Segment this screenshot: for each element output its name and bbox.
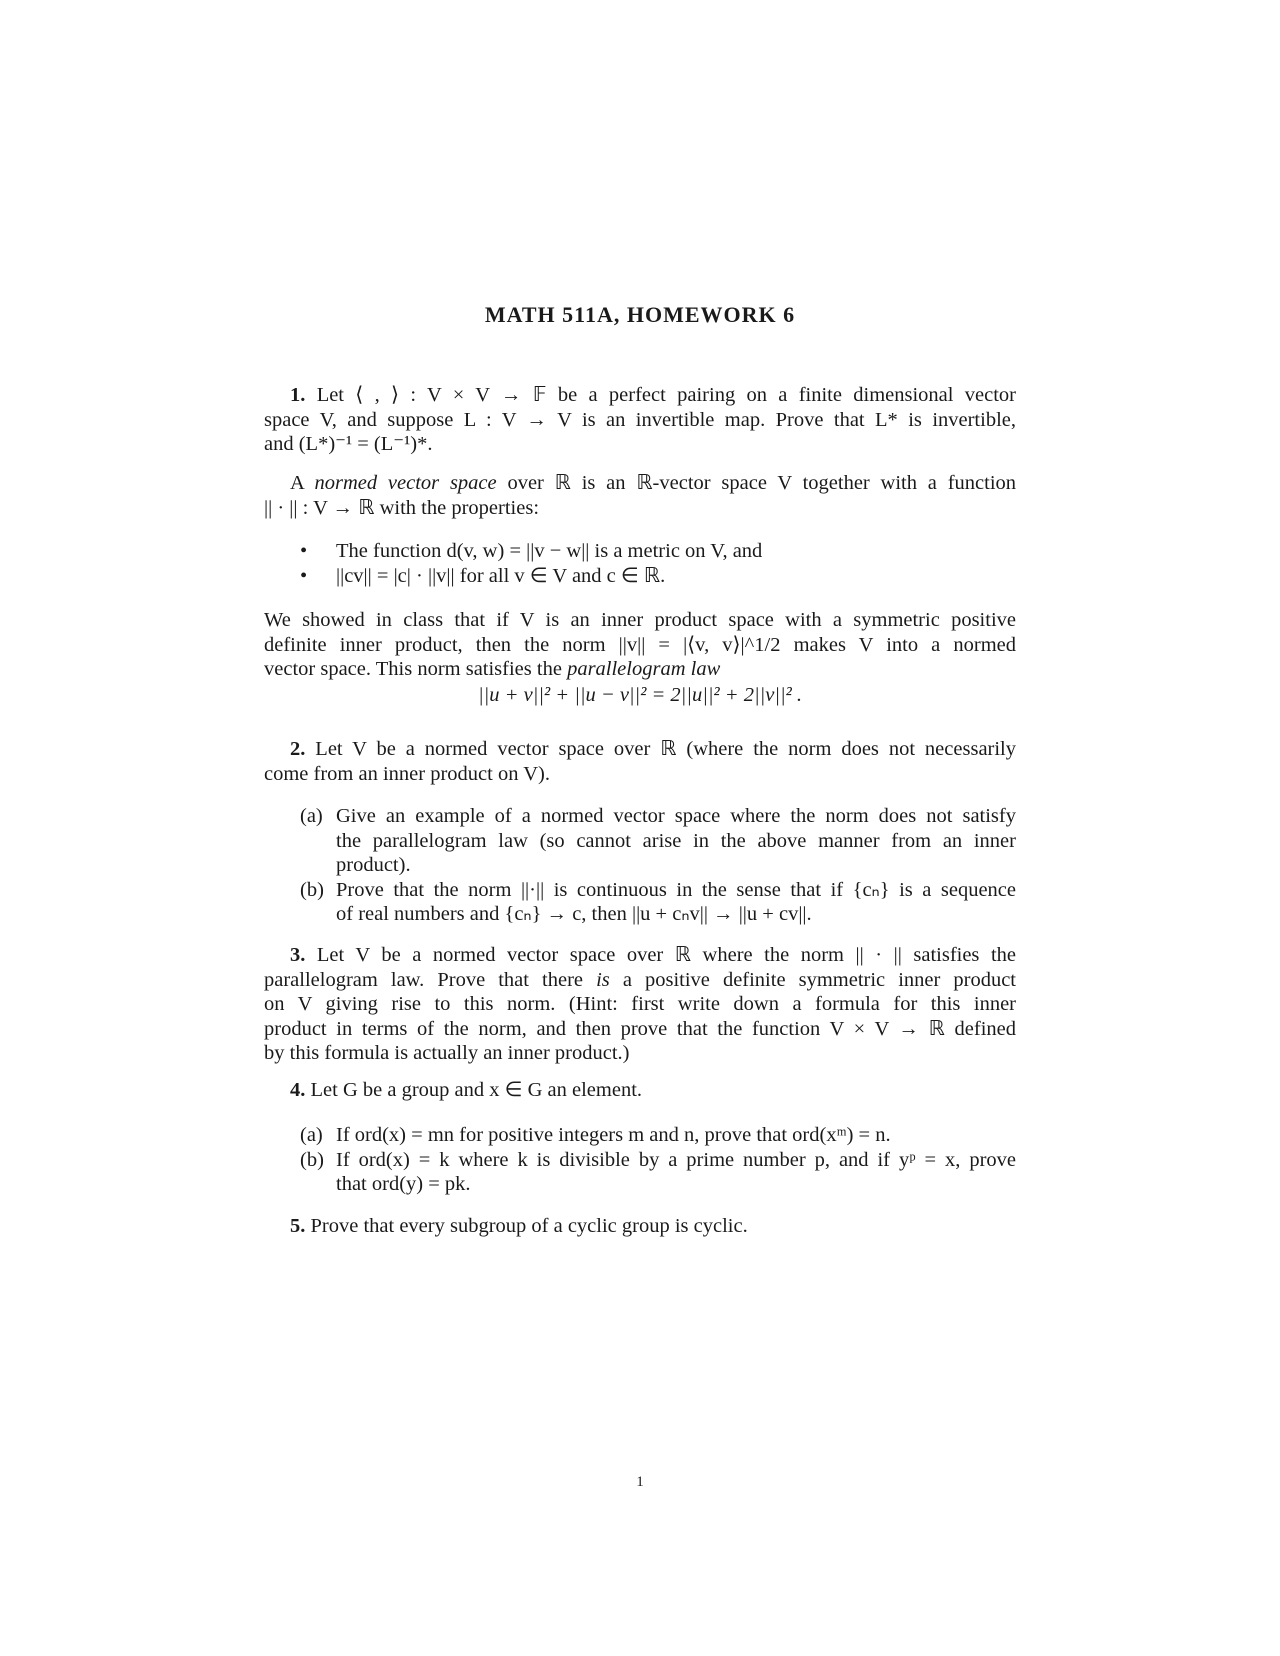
subpart-label: (a): [300, 805, 323, 827]
problem-text-line: Let V be a normed vector space over ℝ (where the norm does not necessarily: [315, 738, 1017, 760]
problem-5: [264, 1214, 1016, 1239]
problem-text-line: Let ⟨ , ⟩ : V × V → 𝔽 be a perfect pairing on a finite dimensional vector: [316, 384, 1017, 406]
properties-list: [300, 539, 1000, 588]
subpart-line: If ord(x) = k where k is divisible by a prime number p, and if yᵖ = x, prove: [336, 1148, 1016, 1171]
problem-1: [264, 383, 1016, 457]
subpart-b: [300, 1148, 1016, 1197]
inner-product-paragraph: [264, 608, 1016, 682]
problem-text-line: Prove that every subgroup of a cyclic group is cyclic.: [310, 1215, 748, 1237]
page-number: 1: [636, 1474, 644, 1490]
problem-3: [264, 943, 1016, 1066]
problem-text-line: and (L*)⁻¹ = (L⁻¹)*.: [264, 433, 433, 455]
subpart-label: (a): [300, 1124, 323, 1146]
problem-text-line: product in terms of the norm, and then prove that the function V × V → ℝ defined: [264, 1017, 1016, 1040]
problem-number: 4.: [290, 1079, 306, 1101]
subpart-line: that ord(y) = pk.: [336, 1173, 471, 1195]
problem-text: parallelogram law. Prove that there: [264, 968, 583, 991]
parallelogram-equation: ||u + v||² + ||u − v||² = 2||u||² + 2||v||² .: [478, 684, 802, 706]
problem-text-line: by this formula is actually an inner product.): [264, 1042, 630, 1064]
paragraph-line: definite inner product, then the norm ||v|| = |⟨v, v⟩|^1/2 makes V into a normed: [264, 633, 1016, 656]
page-title: MATH 511A, HOMEWORK 6: [484, 302, 796, 327]
problem-number: 2.: [290, 738, 306, 760]
subpart-a: [300, 804, 1016, 878]
emphasis-text: is: [596, 968, 610, 991]
problem-number: 3.: [290, 944, 306, 966]
bullet-icon: •: [300, 564, 308, 587]
problem-text-line: on V giving rise to this norm. (Hint: first write down a formula for this inner: [264, 993, 1016, 1015]
problem-text-line: space V, and suppose L : V → V is an invertible map. Prove that L* is invertible,: [264, 408, 1016, 431]
paragraph-line: vector space. This norm satisfies the: [264, 658, 562, 680]
problem-4-parts: [300, 1123, 1016, 1197]
subpart-line: Give an example of a normed vector space where the norm does not satisfy: [336, 805, 1016, 827]
def-text: over ℝ is an ℝ-vector space V together with a function: [507, 472, 1017, 494]
problem-4: [264, 1078, 1016, 1103]
problem-number: 5.: [290, 1215, 306, 1237]
defined-term: parallelogram law: [567, 658, 721, 680]
problem-2: [264, 737, 1016, 786]
subpart-label: (b): [300, 1148, 324, 1171]
list-item-text: ||cv|| = |c| · ||v|| for all v ∈ V and c ∈ ℝ.: [336, 564, 666, 587]
paragraph-line: We showed in class that if V is an inner product space with a symmetric positive: [264, 609, 1016, 631]
subpart-line: Prove that the norm ||·|| is continuous in the sense that if {cₙ} is a sequence: [336, 878, 1016, 901]
def-lead: A: [290, 472, 304, 494]
problem-text: a positive definite symmetric inner product: [622, 968, 1017, 991]
subpart-label: (b): [300, 878, 324, 901]
bullet-icon: •: [300, 540, 308, 562]
problem-text-line: Let G be a group and x ∈ G an element.: [310, 1079, 643, 1101]
subpart-line: product).: [336, 854, 411, 876]
subpart-line: the parallelogram law (so cannot arise in the above manner from an inner: [336, 829, 1016, 852]
subpart-b: [300, 878, 1016, 927]
problem-number: 1.: [290, 384, 306, 406]
defined-term: normed vector space: [314, 472, 497, 494]
subpart-a: [300, 1123, 1016, 1148]
problem-text-line: come from an inner product on V).: [264, 762, 550, 785]
list-item-text: The function d(v, w) = ||v − w|| is a metric on V, and: [336, 540, 763, 562]
def-text-line: || · || : V → ℝ with the properties:: [264, 496, 540, 519]
subpart-line: of real numbers and {cₙ} → c, then ||u + cₙv|| → ||u + cv||.: [336, 903, 812, 925]
list-item: [300, 564, 1000, 589]
subpart-line: If ord(x) = mn for positive integers m and n, prove that ord(xᵐ) = n.: [336, 1124, 891, 1146]
list-item: [300, 539, 1000, 564]
problem-2-parts: [300, 804, 1016, 927]
problem-text-line: Let V be a normed vector space over ℝ where the norm || · || satisfies the: [316, 944, 1016, 966]
normed-space-definition: [264, 471, 1016, 520]
